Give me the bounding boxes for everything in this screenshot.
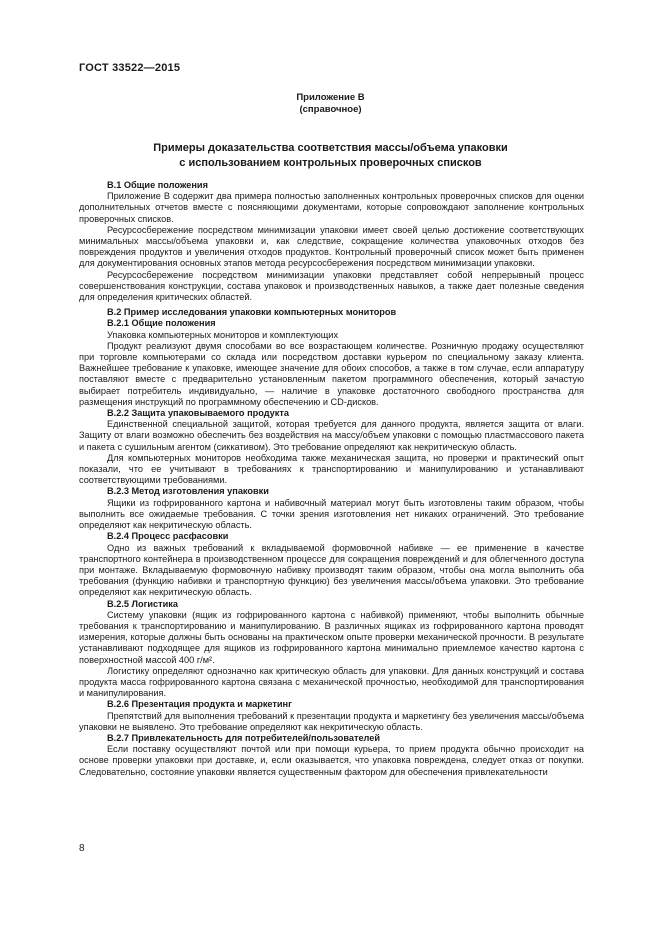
appendix-heading bbox=[0, 92, 661, 116]
paragraph: Систему упаковки (ящик из гофрированного картона с набивкой) применяют, чтобы выполнить обычные требования к транспортированию и манипулированию. В различных ящиках из гофрированного картона проводят измерения, которые должны быть основаны на практическом опыте проверки механической прочности. В результате устанавливают подходящее для ящиков из гофрированного картона минимально приемлемое качество картона с поверхностной массой 400 г/м². bbox=[79, 609, 584, 665]
paragraph: Ящики из гофрированного картона и набивочный материал могут быть изготовлены таким образом, чтобы выполнить все ожидаемые требования. С точки зрения изготовления нет никаких ограничений. Это требование определяют как некритическую область. bbox=[79, 497, 584, 531]
section-heading: В.2.6 Презентация продукта и маркетинг bbox=[107, 699, 292, 710]
paragraph: Ресурсосбережение посредством минимизации упаковки имеет своей целью достижение соответствующих минимальных массы/объема упаковки и, как следствие, сокращение количества упаковочных отходов без повреждения продуктов и увеличения отходов продуктов. Контрольный проверочный список может быть применен для документирования основных этапов метода ресурсосбережения посредством минимизации упаковки. bbox=[79, 224, 584, 269]
paragraph: Единственной специальной защитой, которая требуется для данного продукта, является защита от влаги. Защиту от влаги возможно обеспечить без воздействия на массу/объем упаковки с помощью пластмассового пакета и пакета с сушильным агентом (сиккативом). Это требование определяют как некритическую область. bbox=[79, 419, 584, 452]
paragraph: Для компьютерных мониторов необходима также механическая защита, но проверки и практический опыт показали, что ее учитывают в требованиях к транспортированию и манипулированию и устанавливают соответствующими требованиями. bbox=[79, 452, 584, 486]
section-heading: В.2.5 Логистика bbox=[107, 598, 179, 609]
section-heading: В.2.1 Общие положения bbox=[107, 318, 216, 329]
standard-designation: ГОСТ 33522—2015 bbox=[79, 62, 181, 74]
paragraph: Ресурсосбережение посредством минимизации упаковки представляет собой непрерывный процесс совершенствования конструкции, состава упаковок и производственных навыков, а также дает полезные сведения для определения критических областей. bbox=[79, 269, 584, 303]
appendix-label: Приложение В bbox=[296, 92, 365, 103]
paragraph: Упаковка компьютерных мониторов и комплектующих bbox=[107, 329, 339, 340]
section-heading: В.2.4 Процесс расфасовки bbox=[107, 531, 229, 542]
page-number: 8 bbox=[79, 843, 85, 854]
paragraph: Одно из важных требований к вкладываемой формовочной набивке — ее применение в качестве транспортного контейнера в производственном процессе для сокращения повреждений и для облегченного доступа при монтаже. Вкладываемую формовочную набивку производят таким образом, чтобы она могла выполнить оба требования (функцию набивки и транспортную функцию) без увеличения массы/объема упаковки. Это требование определяют как некритическую область. bbox=[79, 542, 584, 598]
paragraph: Если поставку осуществляют почтой или при помощи курьера, то прием продукта обычно происходит на основе проверки упаковки при доставке, и, если оказывается, что упаковка повреждена, следует отказ от покупки. Следовательно, состояние упаковки является существенным фактором для обеспечения привлекательности bbox=[79, 744, 584, 777]
title-line-1: Примеры доказательства соответствия массы/объема упаковки bbox=[153, 142, 508, 154]
paragraph: Препятствий для выполнения требований к презентации продукта и маркетингу без увеличения массы/объема упаковки не выявлено. Это требование определяют как некритическую область. bbox=[79, 710, 584, 732]
section-heading: В.2.3 Метод изготовления упаковки bbox=[107, 486, 269, 497]
section-heading: В.1 Общие положения bbox=[107, 180, 208, 190]
appendix-type: (справочное) bbox=[299, 104, 362, 115]
paragraph: Продукт реализуют двумя способами во все возрастающем количестве. Розничную продажу осуществляют при торговле компьютерами со склада или посредством доставки курьером по специальному заказу клиента. Важнейшее требование к упаковке, имеющее значение для обоих способов, а также в том случае, если аппаратуру поставляют вместе с предварительно установленным пакетом программного обеспечения, который зачастую выбирает потребитель индивидуально, — наличие в упаковке достаточного свободного пространства для размещения инструкций по программному обеспечению и CD-дисков. bbox=[79, 340, 584, 407]
section-heading: В.2 Пример исследования упаковки компьютерных мониторов bbox=[107, 307, 397, 318]
appendix-title bbox=[0, 141, 661, 171]
section-heading: В.2.7 Привлекательность для потребителей/пользователей bbox=[107, 732, 381, 743]
paragraph: Приложение В содержит два примера полностью заполненных контрольных проверочных списков для оценки дополнительных отчетов вместе с поясняющими документами, которые сопровождают заполнение контрольных проверочных списков. bbox=[79, 191, 584, 224]
section-heading: В.2.2 Защита упаковываемого продукта bbox=[107, 408, 289, 419]
title-line-2: с использованием контрольных проверочных списков bbox=[179, 157, 482, 169]
document-body bbox=[79, 180, 584, 778]
paragraph: Логистику определяют однозначно как критическую область для упаковки. Для данных конструкций и состава продукта масса гофрированного картона связана с механической прочностью, необходимой для транспортирования и манипулирования. bbox=[79, 665, 584, 699]
